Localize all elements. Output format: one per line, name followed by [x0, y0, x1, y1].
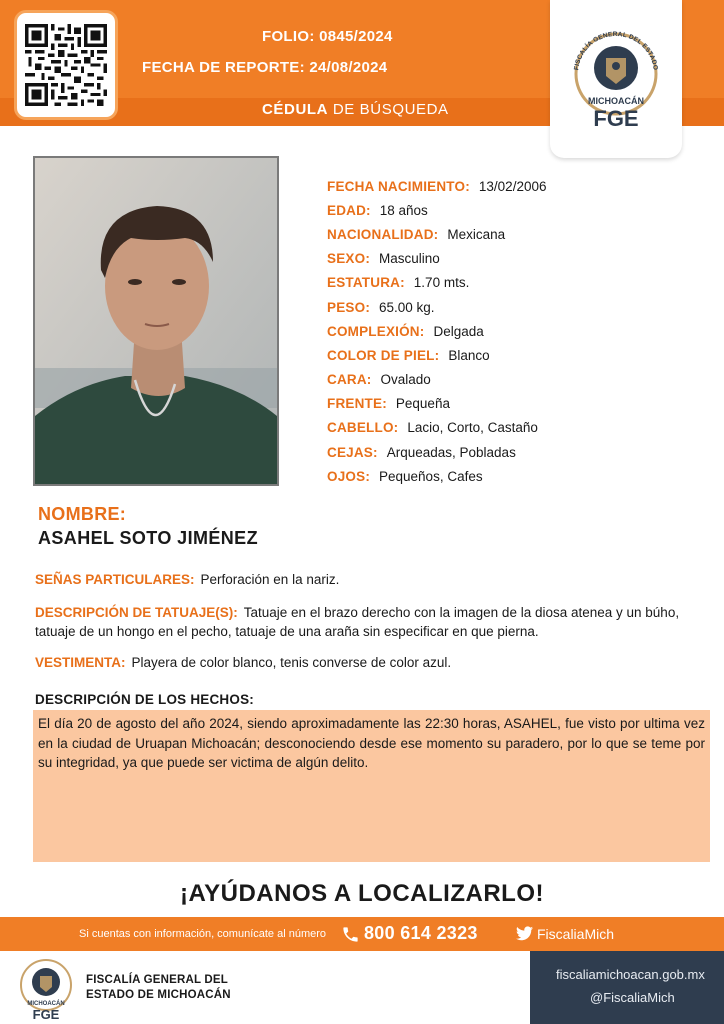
footer-twitter-link[interactable]: @FiscaliaMich — [590, 990, 675, 1005]
fact-label: NACIONALIDAD: — [327, 226, 439, 242]
person-photo-image — [35, 158, 277, 484]
fact-eyes — [327, 464, 707, 488]
person-photo — [33, 156, 279, 486]
contact-text: Si cuentas con información, comunícate al número — [79, 928, 327, 940]
footer-links-panel — [530, 951, 724, 1024]
phone-icon — [341, 925, 360, 944]
logo-acronym-text: FGE — [593, 106, 639, 131]
qr-code-icon — [25, 21, 107, 109]
fact-label: SEXO: — [327, 251, 371, 267]
document-type-bold: CÉDULA — [262, 101, 329, 118]
detail-value: Playera de color blanco, tenis converse de color azul. — [131, 655, 452, 670]
phone-number[interactable]: 800 614 2323 — [364, 923, 478, 943]
clothing-description — [35, 653, 705, 672]
detail-label: DESCRIPCIÓN DE TATUAJE(S): — [35, 605, 238, 620]
footer-institution-name — [86, 973, 231, 1003]
detail-label: VESTIMENTA: — [35, 655, 126, 670]
contact-bar — [0, 917, 724, 951]
fact-label: CARA: — [327, 372, 372, 388]
fact-eyebrows — [327, 440, 707, 464]
logo-arc-text: FISCALÍA GENERAL DEL ESTADO — [573, 30, 659, 71]
footer-logo-acronym: FGE — [32, 1007, 60, 1021]
fact-label: COMPLEXIÓN: — [327, 323, 425, 339]
fact-value: Pequeña — [395, 396, 450, 412]
fact-label: COLOR DE PIEL: — [327, 347, 440, 363]
fge-footer-seal-icon — [16, 957, 76, 1021]
fact-label: ESTATURA: — [327, 275, 405, 291]
header — [0, 0, 724, 131]
folio-number: FOLIO: 0845/2024 — [262, 28, 393, 45]
fact-skin-color — [327, 343, 707, 367]
fact-height — [327, 271, 707, 295]
fact-value: 1.70 mts. — [413, 275, 470, 291]
physical-description-list — [327, 174, 707, 488]
fact-hair — [327, 416, 707, 440]
fact-value: Delgada — [433, 323, 484, 339]
fact-value: 65.00 kg. — [379, 299, 435, 315]
fact-value: Mexicana — [447, 226, 506, 242]
fact-forehead — [327, 392, 707, 416]
footer — [0, 951, 724, 1024]
fact-label: FECHA NACIMIENTO: — [327, 178, 470, 194]
name-label: NOMBRE: — [38, 504, 127, 524]
facts-description-label: DESCRIPCIÓN DE LOS HECHOS: — [35, 692, 254, 707]
fact-label: CEJAS: — [327, 444, 378, 460]
fge-seal-icon — [564, 22, 668, 132]
logo-state-text: MICHOACÁN — [588, 96, 644, 106]
detail-value: Tatuaje en el brazo derecho con la imagen de la diosa atenea y un búho, tatuaje de un hongo en el pecho, tatuaje de una araña sin especificar en que pierna. — [35, 605, 680, 639]
fge-logo-card — [550, 0, 682, 158]
fact-birth-date — [327, 174, 707, 198]
distinguishing-marks — [35, 570, 705, 589]
fact-value: Ovalado — [380, 372, 431, 388]
document-type-rest: DE BÚSQUEDA — [328, 101, 449, 118]
fact-label: EDAD: — [327, 202, 371, 218]
fact-value: Arqueadas, Pobladas — [386, 444, 516, 460]
twitter-handle[interactable]: FiscaliaMich — [537, 926, 615, 942]
fact-label: OJOS: — [327, 468, 371, 484]
fact-label: CABELLO: — [327, 420, 399, 436]
fact-build — [327, 319, 707, 343]
fact-face — [327, 368, 707, 392]
report-date: FECHA DE REPORTE: 24/08/2024 — [142, 59, 388, 76]
fact-sex — [327, 247, 707, 271]
fact-value: Lacio, Corto, Castaño — [407, 420, 538, 436]
detail-label: SEÑAS PARTICULARES: — [35, 572, 195, 587]
footer-name-line2: ESTADO DE MICHOACÁN — [86, 989, 231, 1001]
footer-name-line1: FISCALÍA GENERAL DEL — [86, 974, 229, 986]
fact-age — [327, 198, 707, 222]
fact-weight — [327, 295, 707, 319]
twitter-icon — [516, 926, 533, 941]
fact-nationality — [327, 222, 707, 246]
call-to-action: ¡AYÚDANOS A LOCALIZARLO! — [180, 880, 544, 907]
fact-value: Masculino — [379, 251, 440, 267]
fact-value: 13/02/2006 — [478, 178, 547, 194]
fact-value: Pequeños, Cafes — [379, 468, 483, 484]
fact-value: 18 años — [379, 202, 428, 218]
detail-value: Perforación en la nariz. — [200, 572, 340, 587]
footer-logo-state: MICHOACÁN — [27, 1001, 65, 1007]
person-name: ASAHEL SOTO JIMÉNEZ — [38, 528, 258, 548]
fact-label: PESO: — [327, 299, 371, 315]
tattoo-description — [35, 603, 705, 641]
facts-description-box: El día 20 de agosto del año 2024, siendo aproximadamente las 22:30 horas, ASAHEL, fue visto por ultima vez en la ciudad de Uruapan Michoacán; desconociendo desde ese momento su paradero, por lo que se teme por su integridad, ya que puede ser victima de algún delito. — [33, 710, 710, 862]
fact-label: FRENTE: — [327, 396, 387, 412]
qr-code[interactable] — [14, 10, 118, 120]
website-link[interactable]: fiscaliamichoacan.gob.mx — [556, 967, 705, 982]
document-type — [262, 101, 449, 118]
fact-value: Blanco — [448, 347, 490, 363]
